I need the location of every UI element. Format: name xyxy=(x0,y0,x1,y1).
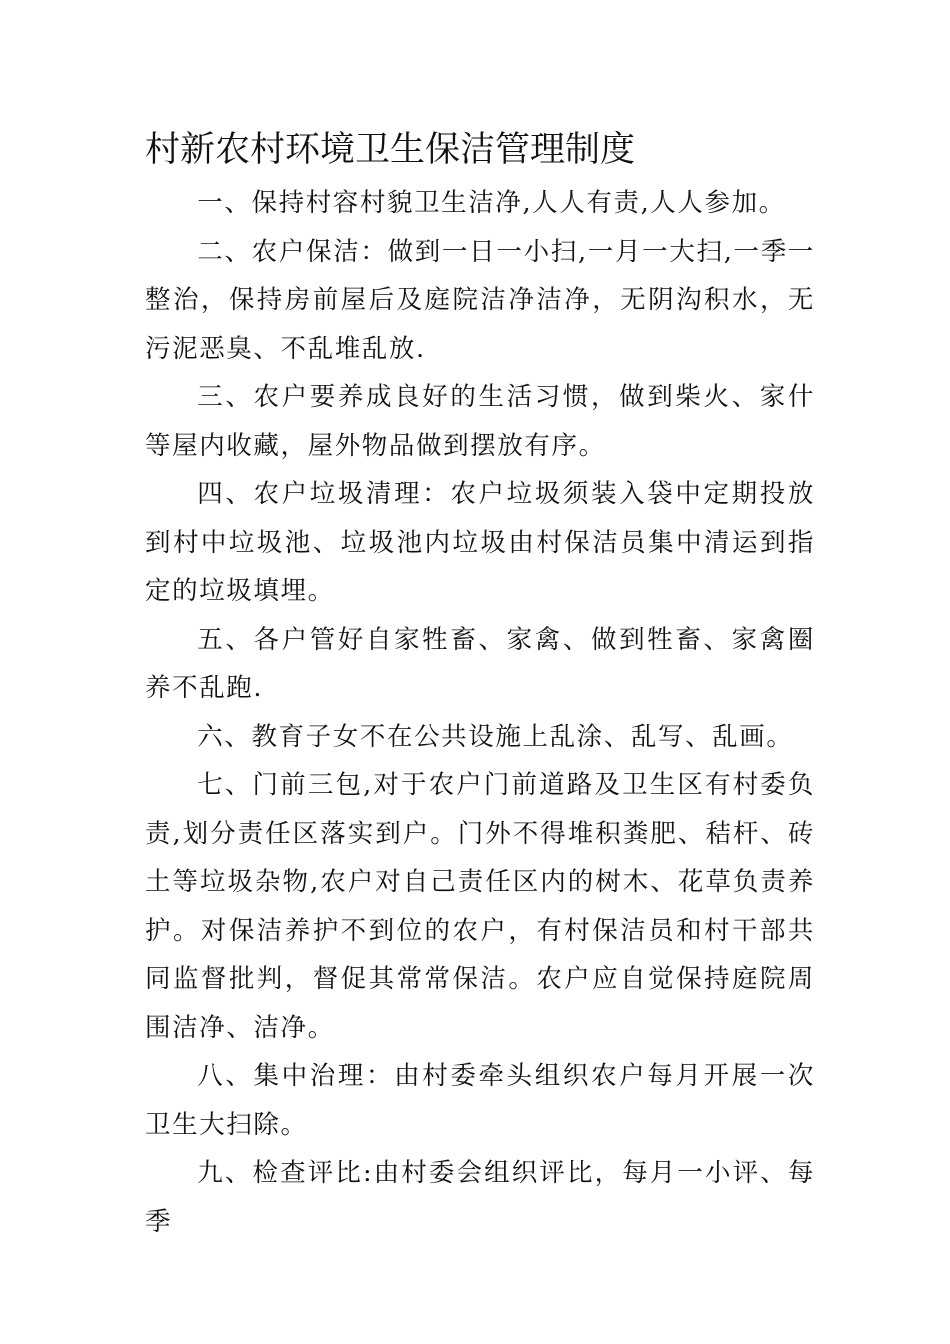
document-body xyxy=(145,179,815,1246)
paragraph-5: 五、各户管好自家牲畜、家禽、做到牲畜、家禽圈养不乱跑. xyxy=(145,624,815,703)
paragraph-3: 三、农户要养成良好的生活习惯，做到柴火、家什等屋内收藏，屋外物品做到摆放有序。 xyxy=(145,382,815,461)
paragraph-9: 九、检查评比:由村委会组织评比，每月一小评、每季 xyxy=(145,1158,815,1237)
paragraph-1: 一、保持村容村貌卫生洁净,人人有责,人人参加。 xyxy=(197,188,786,218)
paragraph-7: 七、门前三包,对于农户门前道路及卫生区有村委负责,划分责任区落实到户。门外不得堆积粪肥、秸杆、砖土等垃圾杂物,农户对自己责任区内的树木、花草负责养护。对保洁养护不到位的农户，有村保洁员和村干部共同监督批判，督促其常常保洁。农户应自觉保持庭院周围洁净、洁净。 xyxy=(145,770,815,1043)
paragraph-8: 八、集中治理：由村委牵头组织农户每月开展一次卫生大扫除。 xyxy=(145,1061,815,1140)
paragraph-4: 四、农户垃圾清理：农户垃圾须装入袋中定期投放到村中垃圾池、垃圾池内垃圾由村保洁员集中清运到指定的垃圾填埋。 xyxy=(145,479,815,606)
document-title: 村新农村环境卫生保洁管理制度 xyxy=(145,130,636,170)
paragraph-2: 二、农户保洁：做到一日一小扫,一月一大扫,一季一整治，保持房前屋后及庭院洁净洁净，无阴沟积水，无污泥恶臭、不乱堆乱放. xyxy=(145,236,815,364)
paragraph-6: 六、教育子女不在公共设施上乱涂、乱写、乱画。 xyxy=(197,721,794,752)
